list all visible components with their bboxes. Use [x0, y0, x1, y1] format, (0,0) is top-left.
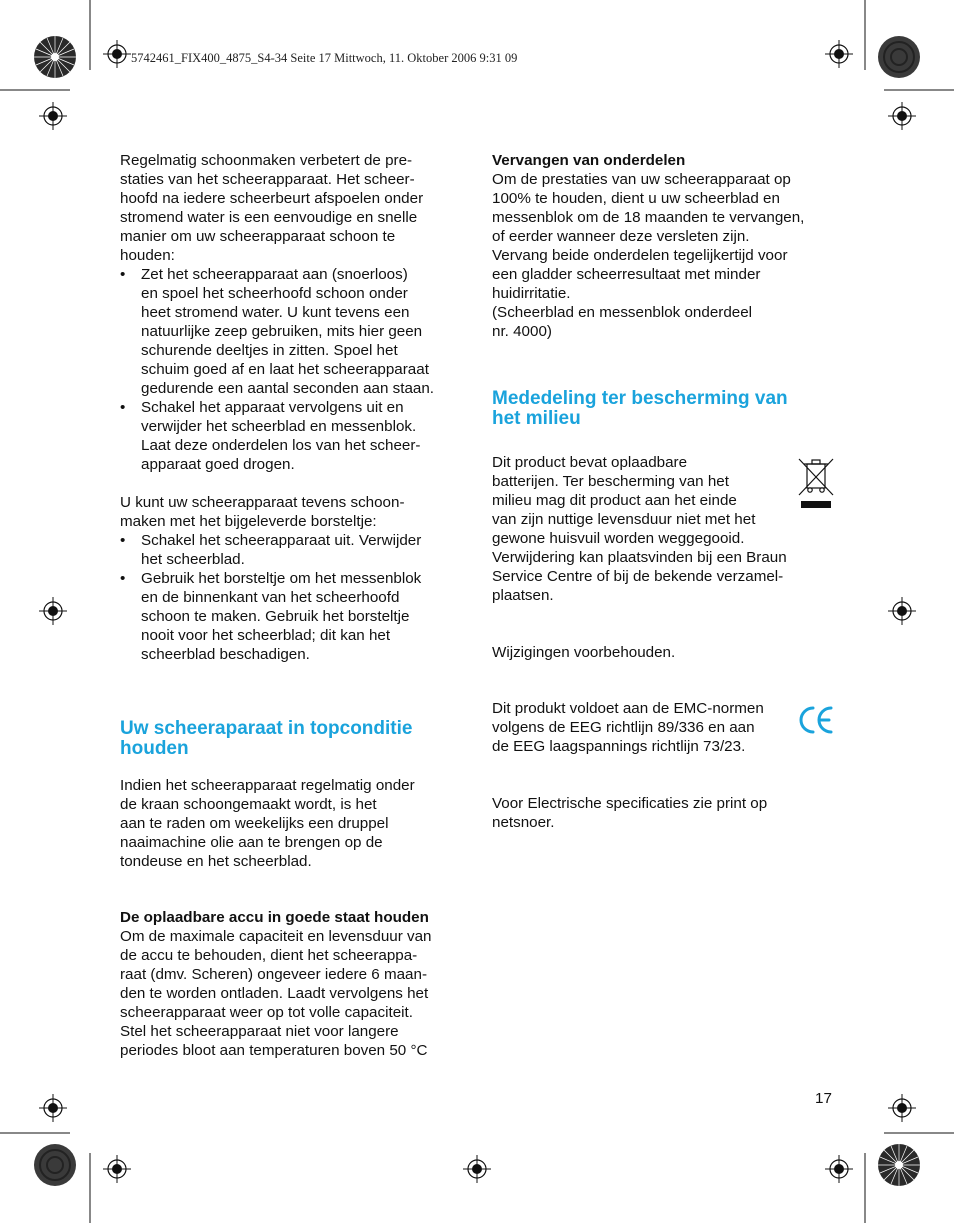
registration-mark-icon — [463, 1155, 491, 1183]
text-line: gewone huisvuil worden weggegooid. — [492, 530, 745, 547]
registration-mark-icon — [39, 1094, 67, 1122]
text-line: Schakel het scheerapparaat uit. Verwijder — [141, 532, 422, 549]
text-line: Dit produkt voldoet aan de EMC-normen — [492, 700, 764, 717]
text-line: Indien het scheerapparaat regelmatig onder — [120, 777, 415, 794]
changes-note: Wijzigingen voorbehouden. — [492, 644, 676, 661]
starburst-target-icon — [33, 35, 77, 79]
text-line: houden: — [120, 247, 175, 264]
bullet: • — [120, 570, 126, 587]
text-line: van zijn nuttige levensduur niet met het — [492, 511, 756, 528]
text-line: milieu mag dit product aan het einde — [492, 492, 737, 509]
text-line: messenblok om de 18 maanden te vervangen, — [492, 209, 805, 226]
bullet: • — [120, 399, 126, 416]
heading-line: Uw scheeraparaat in topconditie — [120, 718, 413, 739]
registration-mark-icon — [888, 597, 916, 625]
print-slug: 5742461_FIX400_4875_S4-34 Seite 17 Mittwoch, 11. Oktober 2006 9:31 09 — [131, 51, 518, 65]
text-line: de kraan schoongemaakt wordt, is het — [120, 796, 377, 813]
text-line: Vervang beide onderdelen tegelijkertijd voor — [492, 247, 788, 264]
text-line: Regelmatig schoonmaken verbetert de pre- — [120, 152, 413, 169]
heading-line: houden — [120, 738, 189, 759]
text-line: een gladder scheerresultaat met minder — [492, 266, 761, 283]
registration-mark-icon — [39, 102, 67, 130]
text-line: gedurende een aantal seconden aan staan. — [141, 380, 435, 397]
text-line: Service Centre of bij de bekende verzamel- — [492, 568, 784, 585]
text-line: het scheerblad. — [141, 551, 245, 568]
heading-line: het milieu — [492, 408, 581, 429]
battery-heading: De oplaadbare accu in goede staat houden — [120, 909, 429, 926]
text-line: scheerblad beschadigen. — [141, 646, 310, 663]
text-line: stromend water is een eenvoudige en snelle — [120, 209, 418, 226]
text-line: Om de prestaties van uw scheerapparaat op — [492, 171, 791, 188]
heading-line: Mededeling ter bescherming van — [492, 388, 788, 409]
text-line: den te worden ontladen. Laadt vervolgens het — [120, 985, 429, 1002]
text-line: schuim goed af en laat het scheerapparaat — [141, 361, 429, 378]
text-line: apparaat goed drogen. — [141, 456, 295, 473]
text-line: raat (dmv. Scheren) ongeveer iedere 6 maan- — [120, 966, 427, 983]
text-line: 100% te houden, dient u uw scheerblad en — [492, 190, 780, 207]
text-line: schurende deeltjes in zitten. Spoel het — [141, 342, 398, 359]
registration-mark-icon — [825, 40, 853, 68]
text-line: Laat deze onderdelen los van het scheer- — [141, 437, 421, 454]
text-line: Dit product bevat oplaadbare — [492, 454, 688, 471]
text-line: en de binnenkant van het scheerhoofd — [141, 589, 400, 606]
parts-heading: Vervangen van onderdelen — [492, 152, 686, 169]
starburst-target-icon — [877, 35, 921, 79]
text-line: tondeuse en het scheerblad. — [120, 853, 312, 870]
text-line: (Scheerblad en messenblok onderdeel — [492, 304, 753, 321]
starburst-target-icon — [33, 1143, 77, 1187]
text-line: nr. 4000) — [492, 323, 552, 340]
registration-mark-icon — [888, 102, 916, 130]
text-line: Om de maximale capaciteit en levensduur van — [120, 928, 432, 945]
text-line: schoon te maken. Gebruik het borsteltje — [141, 608, 410, 625]
text-line: Zet het scheerapparaat aan (snoerloos) — [141, 266, 408, 283]
text-line: netsnoer. — [492, 814, 555, 831]
bullet: • — [120, 532, 126, 549]
text-line: en spoel het scheerhoofd schoon onder — [141, 285, 408, 302]
text-line: Verwijdering kan plaatsvinden bij een Braun — [492, 549, 787, 566]
starburst-target-icon — [877, 1143, 921, 1187]
text-line: maken met het bijgeleverde borsteltje: — [120, 513, 377, 530]
text-line: huidirritatie. — [492, 285, 571, 302]
text-line: U kunt uw scheerapparaat tevens schoon- — [120, 494, 405, 511]
text-line: volgens de EEG richtlijn 89/336 en aan — [492, 719, 755, 736]
registration-mark-icon — [39, 597, 67, 625]
text-line: aan te raden om weekelijks een druppel — [120, 815, 389, 832]
bullet: • — [120, 266, 126, 283]
text-line: de accu te behouden, dient het scheerappa- — [120, 947, 418, 964]
text-line: plaatsen. — [492, 587, 554, 604]
text-line: Voor Electrische specificaties zie print op — [492, 795, 768, 812]
registration-mark-icon — [103, 1155, 131, 1183]
text-line: heet stromend water. U kunt tevens een — [141, 304, 410, 321]
text-line: natuurlijke zeep gebruiken, mits hier geen — [141, 323, 423, 340]
text-line: batterijen. Ter bescherming van het — [492, 473, 729, 490]
text-line: Gebruik het borsteltje om het messenblok — [141, 570, 422, 587]
registration-mark-icon — [888, 1094, 916, 1122]
registration-mark-icon — [825, 1155, 853, 1183]
text-line: Stel het scheerapparaat niet voor langere — [120, 1023, 399, 1040]
text-line: nooit voor het scheerblad; dit kan het — [141, 627, 391, 644]
text-line: staties van het scheerapparaat. Het scheer- — [120, 171, 415, 188]
text-line: naaimachine olie aan te brengen op de — [120, 834, 383, 851]
text-line: de EEG laagspannings richtlijn 73/23. — [492, 738, 746, 755]
page-number: 17 — [815, 1090, 832, 1107]
registration-mark-icon — [103, 40, 131, 68]
text-line: of eerder wanneer deze versleten zijn. — [492, 228, 750, 245]
text-line: verwijder het scheerblad en messenblok. — [141, 418, 417, 435]
text-line: hoofd na iedere scheerbeurt afspoelen onder — [120, 190, 424, 207]
text-line: scheerapparaat weer op tot volle capaciteit. — [120, 1004, 413, 1021]
text-line: periodes bloot aan temperaturen boven 50 °C — [120, 1042, 428, 1059]
text-line: manier om uw scheerapparaat schoon te — [120, 228, 396, 245]
text-line: Schakel het apparaat vervolgens uit en — [141, 399, 404, 416]
